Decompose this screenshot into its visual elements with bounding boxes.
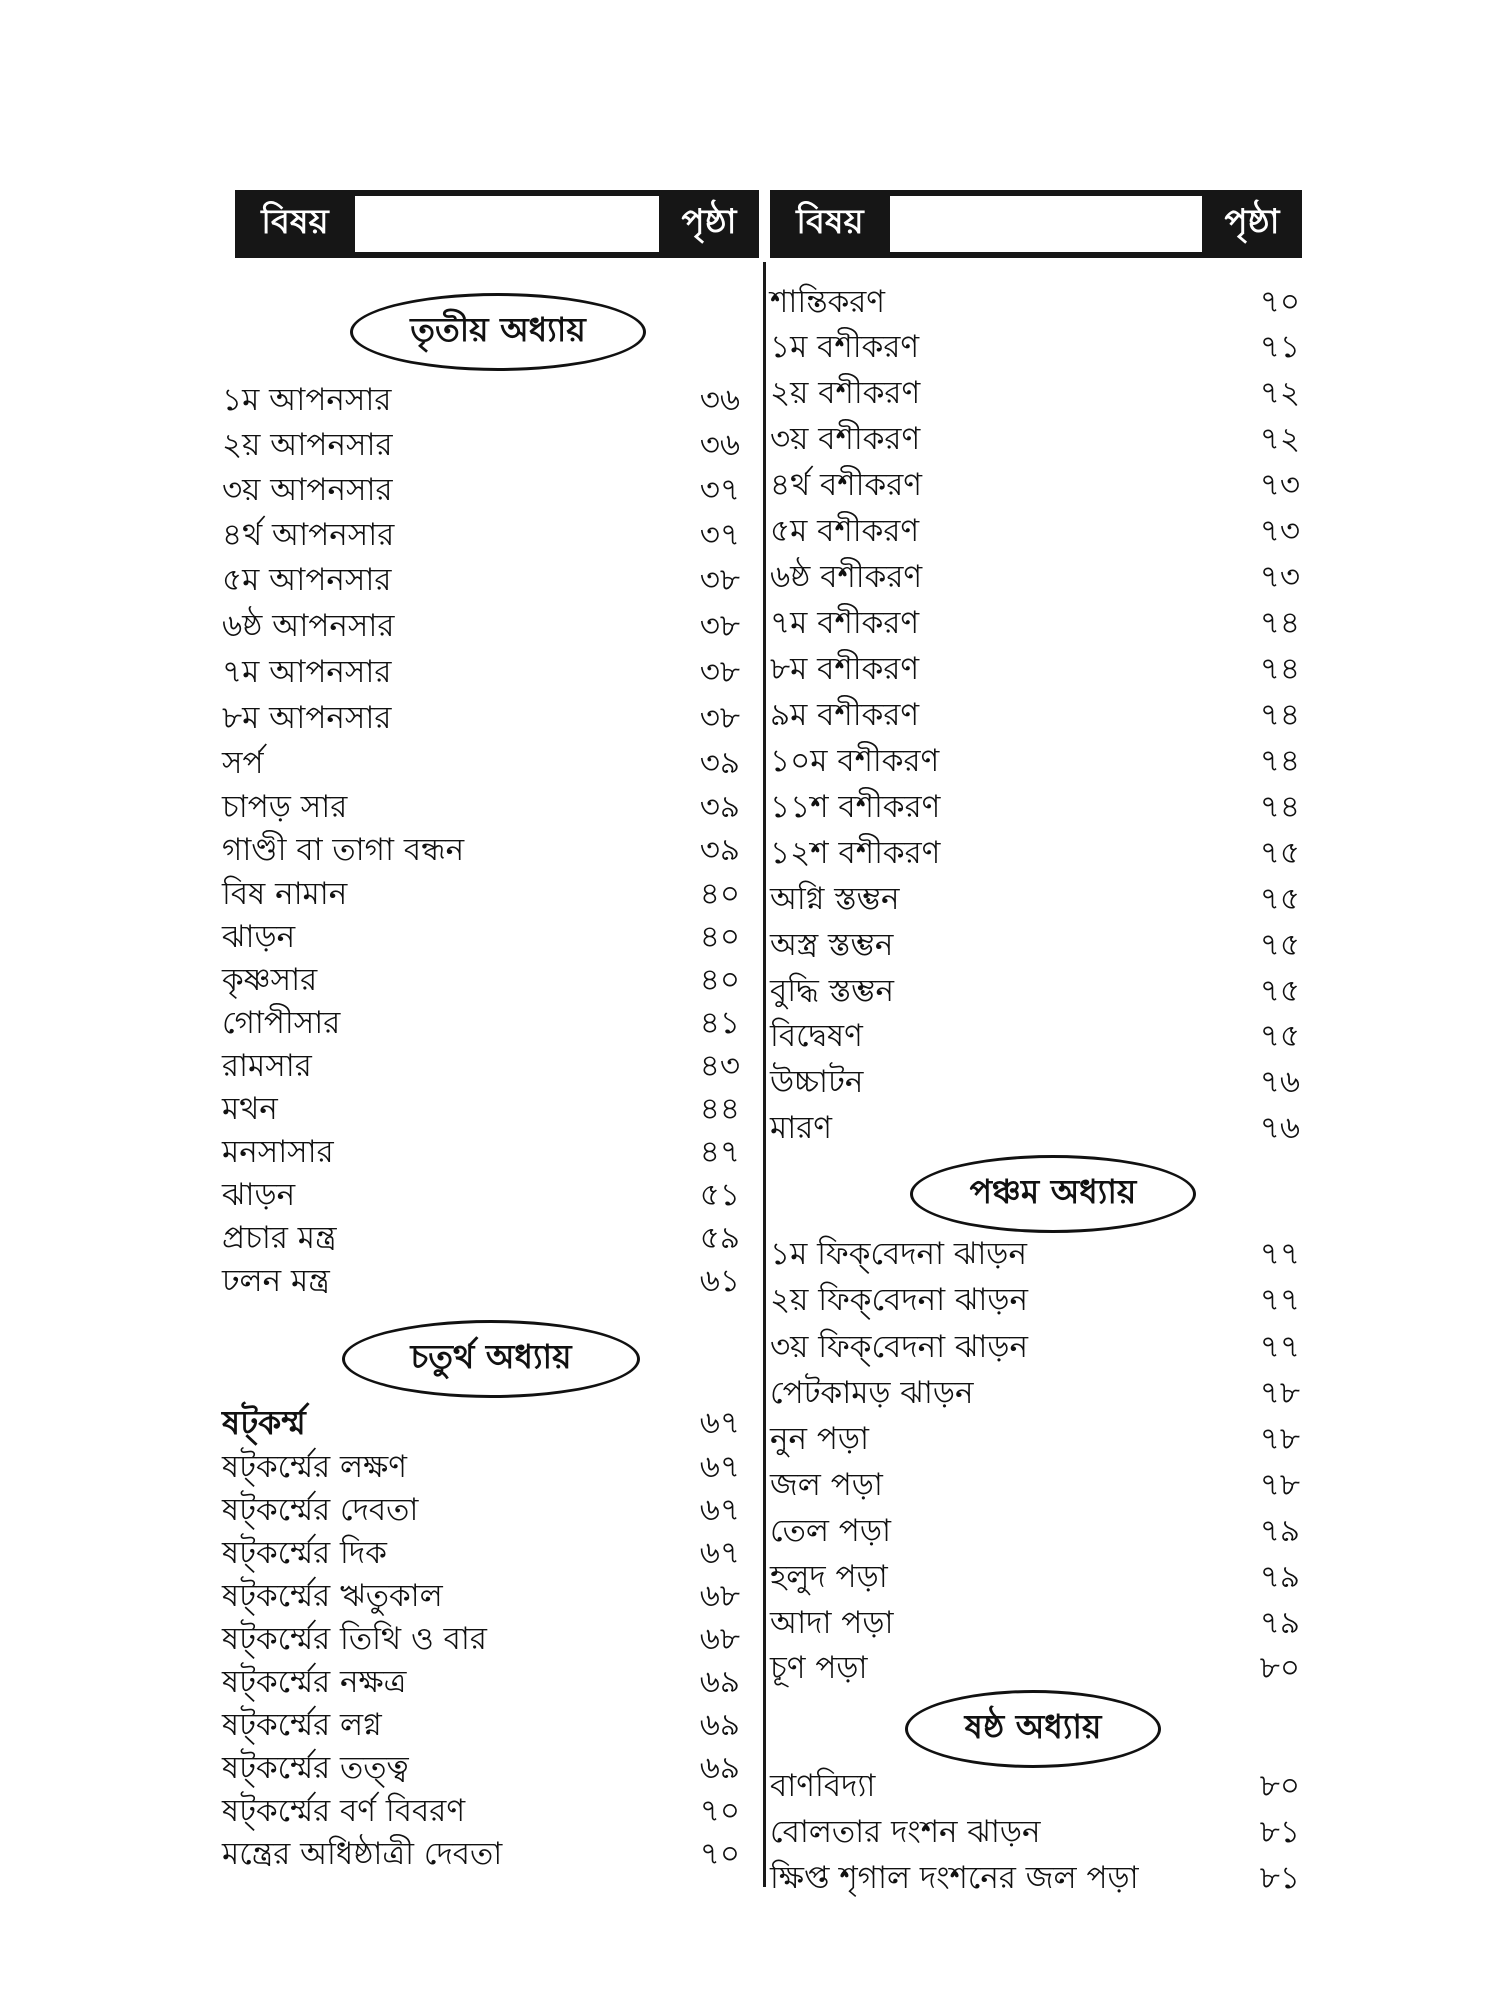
entry-title: শান্তিকরণ bbox=[770, 284, 886, 320]
entry-title: চূণ পড়া bbox=[770, 1650, 868, 1686]
toc-entry bbox=[222, 1660, 740, 1704]
toc-entry bbox=[770, 1014, 1300, 1058]
entry-title: ষট্‌কর্ম্মের লক্ষণ bbox=[222, 1449, 408, 1485]
toc-entry bbox=[770, 1601, 1300, 1645]
toc-entry bbox=[770, 1232, 1300, 1276]
toc-entry bbox=[770, 555, 1300, 599]
toc-entry bbox=[222, 1574, 740, 1618]
entry-page: ৩৬ bbox=[699, 427, 740, 463]
header-subject-label: বিষয় bbox=[235, 190, 355, 258]
toc-entry bbox=[770, 280, 1300, 324]
toc-entry bbox=[222, 513, 740, 557]
entry-title: ষট্‌কর্ম্মের দেবতা bbox=[222, 1492, 419, 1528]
entry-title: নুন পড়া bbox=[770, 1421, 870, 1457]
entry-title: অগ্নি স্তম্ভন bbox=[770, 881, 900, 917]
entry-title: জল পড়া bbox=[770, 1467, 883, 1503]
entry-page: ৩৯ bbox=[699, 745, 740, 781]
header-spacer bbox=[355, 190, 659, 258]
entry-title: ৫ম বশীকরণ bbox=[770, 513, 920, 549]
entry-title: মারণ bbox=[770, 1110, 832, 1146]
toc-entry bbox=[770, 831, 1300, 875]
entry-title: ষট্‌কর্ম্ম bbox=[222, 1403, 306, 1442]
entry-title: রামসার bbox=[222, 1048, 312, 1084]
chapter-heading-5: পঞ্চম অধ্যায় bbox=[910, 1155, 1196, 1233]
entry-page: ৬৯ bbox=[699, 1750, 740, 1786]
toc-entry bbox=[222, 1401, 740, 1445]
entry-title: ষট্‌কর্ম্মের দিক bbox=[222, 1535, 387, 1571]
entry-page: ৭৮ bbox=[1259, 1375, 1300, 1411]
entry-title: ৬ষ্ঠ বশীকরণ bbox=[770, 559, 923, 595]
entry-page: ৭৭ bbox=[1259, 1329, 1300, 1365]
toc-entry bbox=[770, 693, 1300, 737]
entry-page: ৫৯ bbox=[699, 1220, 740, 1256]
entry-page: ৭১ bbox=[1259, 329, 1300, 365]
toc-entry bbox=[770, 1060, 1300, 1104]
toc-entry bbox=[770, 1810, 1300, 1854]
entry-page: ৩৮ bbox=[699, 608, 740, 644]
toc-entry bbox=[222, 958, 740, 1002]
entry-page: ৪০ bbox=[699, 919, 740, 955]
toc-entry bbox=[770, 1417, 1300, 1461]
toc-entry bbox=[770, 417, 1300, 461]
toc-header-left bbox=[235, 190, 759, 258]
entry-title: ষট্‌কর্ম্মের বর্ণ বিবরণ bbox=[222, 1793, 466, 1829]
toc-entry bbox=[222, 650, 740, 694]
entry-page: ৭৯ bbox=[1259, 1605, 1300, 1641]
entry-title: ১২শ বশীকরণ bbox=[770, 835, 941, 871]
entry-page: ৭৪ bbox=[1259, 605, 1300, 641]
toc-entry bbox=[770, 1463, 1300, 1507]
toc-entry bbox=[222, 378, 740, 422]
entry-page: ৬৯ bbox=[699, 1664, 740, 1700]
toc-entry bbox=[770, 1555, 1300, 1599]
entry-title: ঢলন মন্ত্র bbox=[222, 1263, 330, 1299]
entry-page: ৭৫ bbox=[1259, 835, 1300, 871]
toc-entry bbox=[222, 1617, 740, 1661]
chapter-heading-3: তৃতীয় অধ্যায় bbox=[350, 293, 646, 371]
entry-title: ঝাড়ন bbox=[222, 1177, 296, 1213]
toc-entry bbox=[770, 325, 1300, 369]
entry-title: অস্ত্র স্তম্ভন bbox=[770, 927, 894, 963]
entry-title: মনসাসার bbox=[222, 1134, 334, 1170]
toc-entry bbox=[222, 1832, 740, 1876]
entry-page: ৭৫ bbox=[1259, 1018, 1300, 1054]
entry-page: ৭৫ bbox=[1259, 927, 1300, 963]
toc-entry bbox=[222, 785, 740, 829]
toc-entry bbox=[222, 828, 740, 872]
toc-entry bbox=[770, 647, 1300, 691]
entry-title: ২য় বশীকরণ bbox=[770, 375, 921, 411]
entry-title: ষট্‌কর্ম্মের তিথি ও বার bbox=[222, 1621, 487, 1657]
header-subject-label: বিষয় bbox=[770, 190, 890, 258]
entry-page: ৮০ bbox=[1259, 1768, 1300, 1804]
toc-header-right bbox=[770, 190, 1302, 258]
entry-title: ৩য় ফিক্‌বেদনা ঝাড়ন bbox=[770, 1329, 1029, 1365]
header-page-label: পৃষ্ঠা bbox=[659, 190, 759, 258]
entry-title: সর্প bbox=[222, 745, 264, 781]
entry-title: হলুদ পড়া bbox=[770, 1559, 888, 1595]
toc-entry bbox=[770, 371, 1300, 415]
toc-entry bbox=[222, 1445, 740, 1489]
toc-entry bbox=[222, 872, 740, 916]
toc-entry bbox=[770, 1509, 1300, 1553]
entry-title: ৬ষ্ঠ আপনসার bbox=[222, 608, 395, 644]
entry-page: ৩৮ bbox=[699, 700, 740, 736]
entry-title: বিদ্বেষণ bbox=[770, 1018, 863, 1054]
toc-entry bbox=[770, 1278, 1300, 1322]
entry-title: তেল পড়া bbox=[770, 1513, 891, 1549]
entry-page: ৭৮ bbox=[1259, 1467, 1300, 1503]
entry-page: ৩৯ bbox=[699, 832, 740, 868]
entry-title: ষট্‌কর্ম্মের নক্ষত্র bbox=[222, 1664, 407, 1700]
toc-entry bbox=[222, 1703, 740, 1747]
entry-page: ৭০ bbox=[1259, 284, 1300, 320]
entry-page: ৩৭ bbox=[699, 472, 740, 508]
toc-entry bbox=[222, 1173, 740, 1217]
entry-title: ২য় আপনসার bbox=[222, 427, 393, 463]
entry-page: ৭৭ bbox=[1259, 1282, 1300, 1318]
entry-page: ৮১ bbox=[1259, 1860, 1300, 1896]
entry-title: মথন bbox=[222, 1091, 278, 1127]
header-spacer bbox=[890, 190, 1202, 258]
entry-page: ৪০ bbox=[699, 962, 740, 998]
entry-page: ৬৭ bbox=[699, 1449, 740, 1485]
entry-page: ৭২ bbox=[1259, 421, 1300, 457]
entry-title: ৭ম বশীকরণ bbox=[770, 605, 920, 641]
entry-title: ১ম ফিক্‌বেদনা ঝাড়ন bbox=[770, 1236, 1027, 1272]
entry-title: ৮ম বশীকরণ bbox=[770, 651, 920, 687]
entry-page: ৭৩ bbox=[1259, 559, 1300, 595]
entry-page: ৭০ bbox=[699, 1793, 740, 1829]
entry-title: ষট্‌কর্ম্মের ঋতুকাল bbox=[222, 1578, 443, 1614]
entry-page: ৩৮ bbox=[699, 654, 740, 690]
entry-page: ৮০ bbox=[1259, 1650, 1300, 1686]
entry-title: ৪র্থ আপনসার bbox=[222, 517, 395, 553]
entry-page: ৭৩ bbox=[1259, 513, 1300, 549]
entry-page: ৭৫ bbox=[1259, 881, 1300, 917]
entry-title: ১ম বশীকরণ bbox=[770, 329, 920, 365]
entry-page: ৪১ bbox=[699, 1005, 740, 1041]
toc-entry bbox=[222, 1259, 740, 1303]
entry-page: ৪৭ bbox=[699, 1134, 740, 1170]
toc-entry bbox=[222, 1488, 740, 1532]
entry-page: ৭৪ bbox=[1259, 651, 1300, 687]
entry-page: ৭২ bbox=[1259, 375, 1300, 411]
entry-page: ৭৯ bbox=[1259, 1513, 1300, 1549]
entry-title: ঝাড়ন bbox=[222, 919, 296, 955]
toc-entry bbox=[222, 1789, 740, 1833]
toc-entry bbox=[770, 1371, 1300, 1415]
entry-page: ৭৮ bbox=[1259, 1421, 1300, 1457]
entry-page: ৭৬ bbox=[1259, 1110, 1300, 1146]
entry-page: ৭৫ bbox=[1259, 973, 1300, 1009]
chapter-heading-6: ষষ্ঠ অধ্যায় bbox=[905, 1690, 1161, 1768]
toc-entry bbox=[222, 1044, 740, 1088]
entry-title: আদা পড়া bbox=[770, 1605, 894, 1641]
entry-page: ৭৭ bbox=[1259, 1236, 1300, 1272]
entry-title: ৩য় আপনসার bbox=[222, 472, 393, 508]
toc-entry bbox=[770, 1856, 1300, 1900]
toc-entry bbox=[770, 877, 1300, 921]
entry-title: পেটকামড় ঝাড়ন bbox=[770, 1375, 974, 1411]
entry-title: উচ্চাটন bbox=[770, 1064, 864, 1100]
entry-title: ৭ম আপনসার bbox=[222, 654, 392, 690]
entry-page: ৩৬ bbox=[699, 382, 740, 418]
entry-title: ১১শ বশীকরণ bbox=[770, 789, 941, 825]
toc-entry bbox=[222, 741, 740, 785]
chapter-heading-4: চতুর্থ অধ্যায় bbox=[342, 1320, 640, 1398]
entry-title: ৯ম বশীকরণ bbox=[770, 697, 920, 733]
entry-title: ৪র্থ বশীকরণ bbox=[770, 467, 922, 503]
entry-page: ৭০ bbox=[699, 1836, 740, 1872]
toc-entry bbox=[222, 423, 740, 467]
entry-title: বুদ্ধি স্তম্ভন bbox=[770, 973, 895, 1009]
toc-entry bbox=[770, 1106, 1300, 1150]
entry-title: মন্ত্রের অধিষ্ঠাত্রী দেবতা bbox=[222, 1836, 503, 1872]
toc-entry bbox=[770, 739, 1300, 783]
toc-entry bbox=[770, 463, 1300, 507]
entry-page: ৬৮ bbox=[699, 1621, 740, 1657]
entry-title: ৫ম আপনসার bbox=[222, 562, 392, 598]
entry-page: ৩৭ bbox=[699, 517, 740, 553]
toc-entry bbox=[770, 509, 1300, 553]
toc-entry bbox=[222, 1531, 740, 1575]
entry-page: ৭৩ bbox=[1259, 467, 1300, 503]
toc-entry bbox=[770, 1646, 1300, 1690]
toc-entry bbox=[222, 1216, 740, 1260]
entry-page: ৩৮ bbox=[699, 562, 740, 598]
entry-page: ৫১ bbox=[699, 1177, 740, 1213]
toc-entry bbox=[222, 558, 740, 602]
toc-entry bbox=[222, 1087, 740, 1131]
toc-entry bbox=[222, 1130, 740, 1174]
toc-entry bbox=[770, 785, 1300, 829]
toc-entry bbox=[770, 1325, 1300, 1369]
entry-title: বিষ নামান bbox=[222, 876, 348, 912]
toc-entry bbox=[222, 1746, 740, 1790]
entry-page: ৪৪ bbox=[699, 1091, 740, 1127]
toc-entry bbox=[770, 601, 1300, 645]
entry-page: ৭৯ bbox=[1259, 1559, 1300, 1595]
entry-title: চাপড় সার bbox=[222, 789, 348, 825]
toc-entry bbox=[222, 468, 740, 512]
entry-title: গোপীসার bbox=[222, 1005, 341, 1041]
entry-title: ৩য় বশীকরণ bbox=[770, 421, 921, 457]
entry-title: প্রচার মন্ত্র bbox=[222, 1220, 337, 1256]
entry-title: ১০ম বশীকরণ bbox=[770, 743, 940, 779]
entry-page: ৭৪ bbox=[1259, 697, 1300, 733]
column-divider bbox=[763, 262, 766, 1887]
entry-page: ৭৪ bbox=[1259, 789, 1300, 825]
toc-entry bbox=[222, 1001, 740, 1045]
entry-title: ক্ষিপ্ত শৃগাল দংশনের জল পড়া bbox=[770, 1860, 1139, 1896]
toc-entry bbox=[770, 1764, 1300, 1808]
entry-page: ৬৭ bbox=[699, 1405, 740, 1441]
entry-title: বোলতার দংশন ঝাড়ন bbox=[770, 1814, 1041, 1850]
entry-title: ষট্‌কর্ম্মের লগ্ন bbox=[222, 1707, 382, 1743]
entry-page: ৬৯ bbox=[699, 1707, 740, 1743]
entry-page: ৪০ bbox=[699, 876, 740, 912]
entry-page: ৮১ bbox=[1259, 1814, 1300, 1850]
entry-page: ৬৮ bbox=[699, 1578, 740, 1614]
entry-title: ষট্‌কর্ম্মের তত্ত্ব bbox=[222, 1750, 409, 1786]
entry-page: ৬৭ bbox=[699, 1492, 740, 1528]
toc-entry bbox=[770, 969, 1300, 1013]
entry-page: ৪৩ bbox=[699, 1048, 740, 1084]
entry-title: ৮ম আপনসার bbox=[222, 700, 392, 736]
entry-title: ১ম আপনসার bbox=[222, 382, 392, 418]
entry-title: বাণবিদ্যা bbox=[770, 1768, 876, 1804]
entry-title: ২য় ফিক্‌বেদনা ঝাড়ন bbox=[770, 1282, 1029, 1318]
entry-page: ৬১ bbox=[699, 1263, 740, 1299]
toc-entry bbox=[222, 696, 740, 740]
entry-page: ৭৪ bbox=[1259, 743, 1300, 779]
entry-page: ৬৭ bbox=[699, 1535, 740, 1571]
entry-page: ৭৬ bbox=[1259, 1064, 1300, 1100]
header-page-label: পৃষ্ঠা bbox=[1202, 190, 1302, 258]
entry-title: কৃষ্ণসার bbox=[222, 962, 318, 998]
toc-entry bbox=[770, 923, 1300, 967]
toc-entry bbox=[222, 604, 740, 648]
toc-entry bbox=[222, 915, 740, 959]
entry-page: ৩৯ bbox=[699, 789, 740, 825]
entry-title: গাণ্ডী বা তাগা বন্ধন bbox=[222, 832, 465, 868]
